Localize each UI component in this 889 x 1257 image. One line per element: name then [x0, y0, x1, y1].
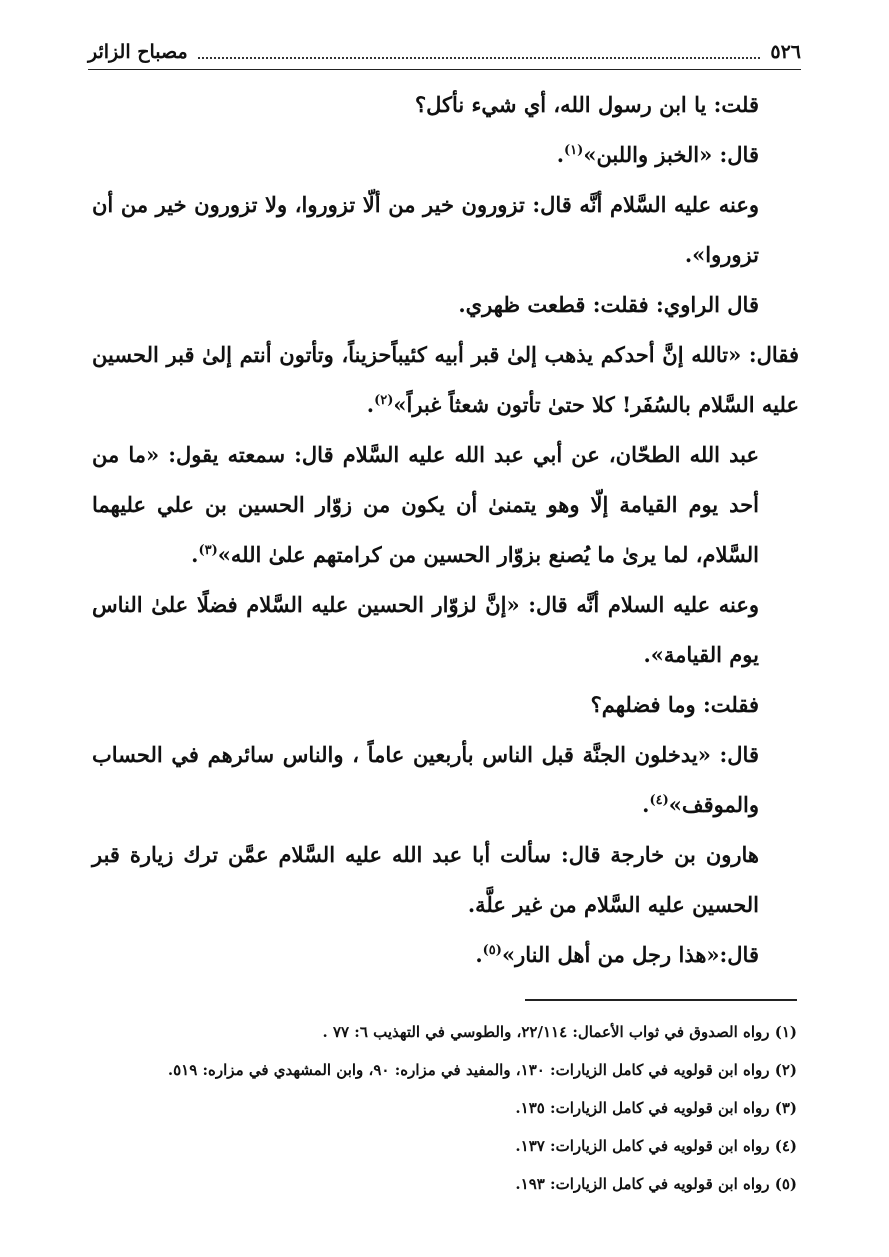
paragraph-text: هارون بن خارجة قال: سألت أبا عبد الله عليه السَّلام عمَّن ترك زيارة قبر الحسين عليه السَّلام من غير علَّة. — [92, 842, 759, 917]
paragraph — [92, 730, 799, 830]
footnote-4: (٤) رواه ابن قولويه في كامل الزيارات: ١٣٧. — [515, 1137, 797, 1155]
paragraph-text: قال الراوي: فقلت: قطعت ظهري. — [458, 292, 759, 317]
paragraph-tail: . — [642, 792, 650, 817]
paragraph — [92, 280, 799, 330]
paragraph-tail: . — [556, 142, 565, 167]
paragraph — [92, 180, 799, 280]
footnote-marker[interactable]: (٥) — [482, 943, 502, 958]
paragraph-text: قلت: يا ابن رسول الله، أي شيء نأكل؟ — [414, 92, 759, 117]
footnote-separator — [525, 999, 797, 1001]
paragraph-text: فقلت: وما فضلهم؟ — [590, 692, 759, 717]
footnotes — [92, 1013, 797, 1203]
paragraph-text: وعنه عليه السلام أنَّه قال: «إنَّ لزوّار الحسين عليه السَّلام فضلًا علىٰ الناس يوم القيامة». — [92, 592, 759, 667]
paragraph — [92, 580, 799, 680]
paragraph — [92, 130, 799, 180]
footnote-3: (٣) رواه ابن قولويه في كامل الزيارات: ١٣٥. — [515, 1099, 797, 1117]
paragraph-tail: . — [366, 392, 375, 417]
paragraph — [92, 330, 799, 430]
paragraph-text: قال: «الخبز واللبن» — [583, 142, 759, 167]
main-text — [92, 80, 799, 980]
paragraph-text: قال: «يدخلون الجنَّة قبل الناس بأربعين عاماً ، والناس سائرهم في الحساب والموقف» — [92, 742, 759, 817]
paragraph — [92, 80, 799, 130]
footnote-marker[interactable]: (٤) — [649, 793, 669, 808]
paragraph-text: وعنه عليه السَّلام أنَّه قال: تزورون خير من ألّا تزوروا، ولا تزورون خير من أن تزوروا». — [92, 192, 759, 267]
footnote-marker[interactable]: (٣) — [198, 543, 218, 558]
paragraph-tail: . — [475, 942, 483, 967]
paragraph — [92, 680, 799, 730]
running-header — [88, 36, 801, 70]
paragraph — [92, 430, 799, 580]
footnote-5: (٥) رواه ابن قولويه في كامل الزيارات: ١٩٣. — [515, 1175, 797, 1193]
paragraph — [92, 830, 799, 930]
header-dot-leader — [198, 56, 761, 59]
paragraph-text: عبد الله الطحّان، عن أبي عبد الله عليه السَّلام قال: سمعته يقول: «ما من أحد يوم القيامة إلّا وهو يتمنىٰ أن يكون من زوّار الحسين بن علي عليهما السَّلام، لما يرىٰ ما يُصنع بزوّار الحسين من كرامتهم علىٰ الله» — [92, 442, 759, 567]
paragraph — [92, 930, 799, 980]
paragraph-text: فقال: «تالله إنَّ أحدكم يذهب إلىٰ قبر أبيه كئيباًحزيناً، وتأتون أنتم إلىٰ قبر الحسين عليه السَّلام بالسُفَر! كلا حتىٰ تأتون شعثاً غبراً» — [92, 342, 799, 417]
footnote-2: (٢) رواه ابن قولويه في كامل الزيارات: ١٣٠، والمفيد في مزاره: ٩٠، وابن المشهدي في مزاره: ٥١٩. — [167, 1061, 797, 1079]
book-title: مصباح الزائر — [88, 41, 188, 63]
footnote-1: (١) رواه الصدوق في ثواب الأعمال: ٢٢/١١٤، والطوسي في التهذيب ٦: ٧٧ . — [322, 1023, 797, 1041]
page-number: ٥٢٦ — [770, 41, 801, 63]
paragraph-tail: . — [191, 542, 199, 567]
footnote-marker[interactable]: (٢) — [374, 393, 394, 408]
paragraph-text: قال:«هذا رجل من أهل النار» — [501, 942, 759, 967]
footnote-marker[interactable]: (١) — [564, 143, 584, 158]
